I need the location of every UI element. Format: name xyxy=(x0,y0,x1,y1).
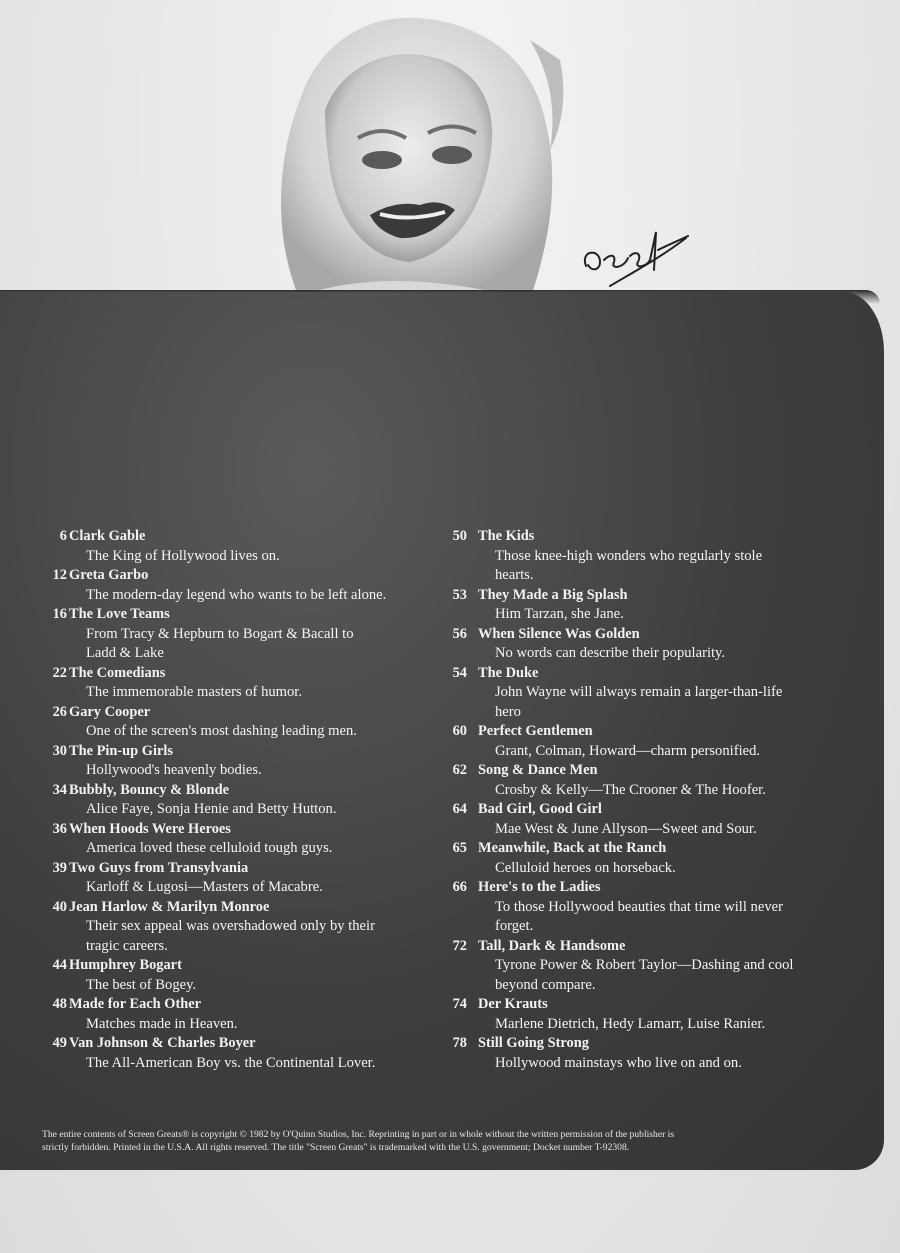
entry-description: Mae West & June Allyson—Sweet and Sour. xyxy=(495,820,757,837)
entry-title: Here's to the Ladies xyxy=(478,879,601,895)
entry-title: Meanwhile, Back at the Ranch xyxy=(478,840,667,856)
entry-heading xyxy=(40,703,440,723)
entry-heading xyxy=(40,664,440,684)
page-number: 6 xyxy=(59,528,67,544)
entry-heading xyxy=(440,1034,860,1054)
entry-description: Tyrone Power & Robert Taylor—Dashing and cool xyxy=(495,957,794,973)
entry-description: The All-American Boy vs. the Continental Lover. xyxy=(86,1054,376,1071)
entry-heading xyxy=(440,664,860,684)
contents-right-column xyxy=(440,527,860,1073)
page-number: 72 xyxy=(452,937,467,954)
copyright-notice xyxy=(42,1128,842,1154)
entry-title: The Comedians xyxy=(69,664,166,681)
entry-title: Jean Harlow & Marilyn Monroe xyxy=(69,898,270,915)
entry-title: Gary Cooper xyxy=(69,703,151,720)
contents-entry xyxy=(40,703,440,742)
contents-entry xyxy=(440,839,860,878)
copyright-line-2: strictly forbidden. Printed in the U.S.A. All rights reserved. The title "Screen Greats" is trademarked with the U.S. government; Docket number T-92308. xyxy=(42,1142,630,1153)
entry-title: Two Guys from Transylvania xyxy=(69,859,249,876)
entry-title: Clark Gable xyxy=(69,528,146,544)
contents-entry xyxy=(40,605,440,664)
contents-entry xyxy=(40,995,440,1034)
page-number: 64 xyxy=(452,801,467,817)
page-number: 36 xyxy=(52,820,67,837)
entry-title: Song & Dance Men xyxy=(478,762,598,778)
entry-heading xyxy=(440,722,860,742)
contents-entry xyxy=(440,1034,860,1073)
entry-title: Made for Each Other xyxy=(69,996,202,1012)
entry-title: The Kids xyxy=(478,528,535,544)
entry-heading xyxy=(40,898,440,918)
entry-description: From Tracy & Hepburn to Bogart & Bacall to xyxy=(86,625,354,642)
entry-heading xyxy=(40,859,440,879)
contents-entry xyxy=(40,956,440,995)
page-number: 12 xyxy=(52,567,67,583)
entry-title: Bad Girl, Good Girl xyxy=(478,801,602,817)
entry-heading xyxy=(40,995,440,1015)
entry-description: Crosby & Kelly—The Crooner & The Hoofer. xyxy=(495,781,766,798)
page-number: 40 xyxy=(52,898,67,915)
contents-entry xyxy=(40,527,440,566)
page-number: 62 xyxy=(452,762,467,778)
contents-entry xyxy=(440,664,860,723)
page-number: 48 xyxy=(52,996,67,1012)
entry-heading xyxy=(40,820,440,840)
page-number: 39 xyxy=(52,859,67,876)
entry-title: Van Johnson & Charles Boyer xyxy=(69,1035,256,1051)
contents-entry xyxy=(440,586,860,625)
entry-description: Matches made in Heaven. xyxy=(86,1015,238,1032)
entry-description: John Wayne will always remain a larger-than-life xyxy=(495,684,783,700)
entry-description: Alice Faye, Sonja Henie and Betty Hutton. xyxy=(86,801,337,817)
page-number: 30 xyxy=(52,742,67,759)
entry-description: Their sex appeal was overshadowed only by their xyxy=(86,918,375,934)
entry-title: They Made a Big Splash xyxy=(478,586,628,603)
entry-heading xyxy=(40,527,440,547)
contents-left-column xyxy=(40,527,440,1073)
contents-entry xyxy=(40,566,440,605)
entry-title: The Duke xyxy=(478,664,539,681)
entry-description: No words can describe their popularity. xyxy=(495,645,726,661)
page-number: 16 xyxy=(52,606,67,622)
entry-description: The King of Hollywood lives on. xyxy=(86,547,280,564)
entry-title: Bubbly, Bouncy & Blonde xyxy=(69,781,229,798)
entry-description: Ladd & Lake xyxy=(86,645,164,661)
entry-description: One of the screen's most dashing leading men. xyxy=(86,723,357,739)
entry-description: America loved these celluloid tough guys. xyxy=(86,840,333,856)
entry-heading xyxy=(440,761,860,781)
entry-heading xyxy=(440,586,860,606)
entry-heading xyxy=(440,839,860,859)
page-number: 34 xyxy=(52,781,67,798)
entry-heading xyxy=(40,566,440,586)
entry-description: Hollywood mainstays who live on and on. xyxy=(495,1054,742,1071)
contents-entry xyxy=(440,722,860,761)
page-number: 74 xyxy=(452,996,467,1012)
contents-entry xyxy=(40,742,440,781)
entry-description: Marlene Dietrich, Hedy Lamarr, Luise Ranier. xyxy=(495,1015,766,1032)
entry-description: forget. xyxy=(495,918,534,934)
copyright-line-1: The entire contents of Screen Greats® is copyright © 1982 by O'Quinn Studios, Inc. Reprinting in part or in whole without the written permission of the publisher is xyxy=(42,1129,675,1140)
entry-heading xyxy=(40,1034,440,1054)
entry-description: hero xyxy=(495,703,521,720)
entry-heading xyxy=(40,742,440,762)
entry-title: Still Going Strong xyxy=(478,1035,589,1051)
contents-entry xyxy=(40,1034,440,1073)
page-number: 22 xyxy=(52,664,67,681)
entry-description: To those Hollywood beauties that time will never xyxy=(495,898,783,915)
portrait-photo-icon xyxy=(230,0,590,310)
contents-entry xyxy=(440,878,860,937)
page-number: 78 xyxy=(452,1035,467,1051)
page-number: 65 xyxy=(452,840,467,856)
entry-title: Humphrey Bogart xyxy=(69,957,182,973)
portrait-photo xyxy=(230,0,590,310)
contents-entry xyxy=(40,859,440,898)
entry-description: Those knee-high wonders who regularly stole xyxy=(495,547,763,564)
entry-heading xyxy=(440,800,860,820)
entry-description: tragic careers. xyxy=(86,937,168,954)
page-number: 50 xyxy=(452,528,467,544)
entry-description: Celluloid heroes on horseback. xyxy=(495,859,676,876)
entry-description: Grant, Colman, Howard—charm personified. xyxy=(495,742,761,759)
entry-title: When Hoods Were Heroes xyxy=(69,820,231,837)
contents-entry xyxy=(440,937,860,996)
entry-title: The Pin-up Girls xyxy=(69,742,173,759)
entry-heading xyxy=(40,956,440,976)
entry-title: Der Krauts xyxy=(478,996,548,1012)
contents-entry xyxy=(440,527,860,586)
entry-heading xyxy=(40,781,440,801)
entry-title: Perfect Gentlemen xyxy=(478,723,593,739)
page-number: 44 xyxy=(52,957,67,973)
page-number: 53 xyxy=(452,586,467,603)
entry-description: hearts. xyxy=(495,567,534,583)
page-number: 26 xyxy=(52,703,67,720)
page-number: 60 xyxy=(452,723,467,739)
contents-entry xyxy=(440,995,860,1034)
contents-entry xyxy=(40,898,440,957)
entry-heading xyxy=(40,605,440,625)
contents-entry xyxy=(40,820,440,859)
contents-entry xyxy=(40,664,440,703)
entry-title: The Love Teams xyxy=(69,606,170,622)
contents-entry xyxy=(40,781,440,820)
entry-heading xyxy=(440,995,860,1015)
entry-title: Tall, Dark & Handsome xyxy=(478,937,626,954)
contents-entry xyxy=(440,800,860,839)
entry-description: Karloff & Lugosi—Masters of Macabre. xyxy=(86,879,323,895)
entry-title: Greta Garbo xyxy=(69,567,149,583)
entry-description: Hollywood's heavenly bodies. xyxy=(86,762,262,778)
page-number: 49 xyxy=(52,1035,67,1051)
entry-description: The best of Bogey. xyxy=(86,976,197,993)
page-number: 54 xyxy=(452,664,467,681)
entry-heading xyxy=(440,937,860,957)
entry-heading xyxy=(440,878,860,898)
signature-icon xyxy=(570,210,700,290)
entry-title: When Silence Was Golden xyxy=(478,625,640,642)
page-number: 66 xyxy=(452,879,467,895)
contents-entry xyxy=(440,625,860,664)
entry-description: beyond compare. xyxy=(495,976,596,993)
entry-description: The immemorable masters of humor. xyxy=(86,684,303,700)
entry-heading xyxy=(440,527,860,547)
handwritten-signature xyxy=(570,210,700,290)
page-number: 56 xyxy=(452,625,467,642)
entry-heading xyxy=(440,625,860,645)
entry-description: Him Tarzan, she Jane. xyxy=(495,606,624,622)
contents-entry xyxy=(440,761,860,800)
entry-description: The modern-day legend who wants to be left alone. xyxy=(86,586,387,603)
